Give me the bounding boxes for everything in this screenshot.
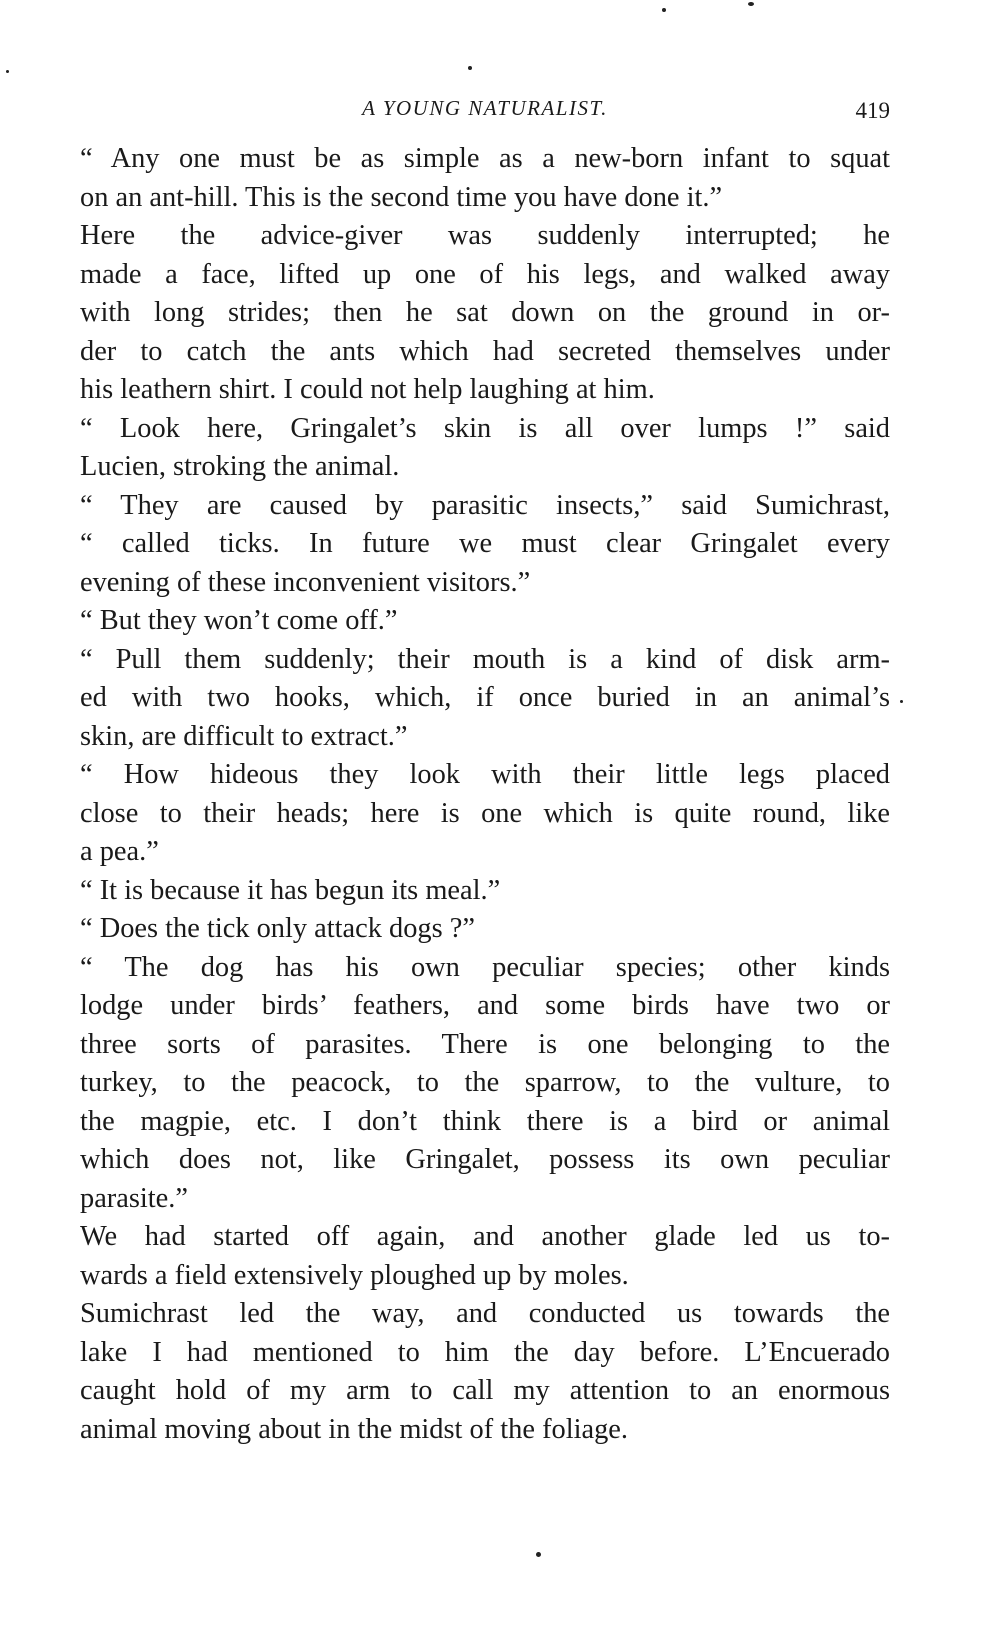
ink-speck bbox=[536, 1552, 541, 1557]
paragraph bbox=[80, 602, 890, 641]
paragraph bbox=[80, 1218, 890, 1295]
text-line: made a face, lifted up one of his legs, and walked away bbox=[80, 258, 890, 290]
text-line: close to their heads; here is one which is quite round, like bbox=[80, 797, 890, 829]
text-line: Lucien, stroking the animal. bbox=[80, 451, 400, 482]
text-line: Sumichrast led the way, and conducted us towards the bbox=[80, 1298, 890, 1329]
paragraph bbox=[80, 910, 890, 949]
text-line: on an ant-hill. This is the second time you have done it.” bbox=[80, 181, 723, 213]
paragraph bbox=[80, 641, 890, 757]
text-line: der to catch the ants which had secreted themselves under bbox=[80, 335, 890, 367]
text-line: “ They are caused by parasitic insects,” said Sumichrast, bbox=[80, 489, 890, 521]
ink-speck bbox=[468, 66, 472, 70]
ink-speck bbox=[748, 2, 754, 6]
text-line: ed with two hooks, which, if once buried in an animal’s bbox=[80, 682, 890, 713]
text-line: parasite.” bbox=[80, 1182, 188, 1214]
paragraph bbox=[80, 756, 890, 872]
paragraph bbox=[80, 487, 890, 603]
book-page bbox=[80, 96, 890, 1449]
text-line: “ How hideous they look with their little legs placed bbox=[80, 759, 890, 790]
text-line: lake I had mentioned to him the day before. L’Encuerado bbox=[80, 1336, 890, 1368]
paragraph bbox=[80, 140, 890, 217]
text-line: caught hold of my arm to call my attention to an enormous bbox=[80, 1375, 890, 1406]
running-title: A YOUNG NATURALIST. bbox=[362, 96, 608, 120]
paragraph bbox=[80, 872, 890, 911]
text-line: “ Look here, Gringalet’s skin is all over lumps !” said bbox=[80, 412, 890, 444]
text-line: turkey, to the peacock, to the sparrow, to the vulture, to bbox=[80, 1067, 890, 1098]
text-line: with long strides; then he sat down on the ground in or- bbox=[80, 297, 890, 328]
paragraph bbox=[80, 1295, 890, 1449]
text-line: “ called ticks. In future we must clear Gringalet every bbox=[80, 528, 890, 559]
page-header bbox=[80, 96, 890, 136]
text-line: three sorts of parasites. There is one belonging to the bbox=[80, 1028, 890, 1060]
text-line: “ Does the tick only attack dogs ?” bbox=[80, 913, 475, 944]
text-line: “ But they won’t come off.” bbox=[80, 605, 398, 636]
text-line: “ Pull them suddenly; their mouth is a kind of disk arm- bbox=[80, 643, 890, 675]
page-number: 419 bbox=[855, 98, 890, 123]
text-line: a pea.” bbox=[80, 836, 159, 867]
text-line: “ The dog has his own peculiar species; other kinds bbox=[80, 951, 890, 983]
text-line: the magpie, etc. I don’t think there is a bird or animal bbox=[80, 1105, 890, 1137]
text-line: “ It is because it has begun its meal.” bbox=[80, 874, 501, 906]
ink-speck bbox=[900, 700, 903, 703]
paragraph bbox=[80, 949, 890, 1219]
text-line: which does not, like Gringalet, possess its own peculiar bbox=[80, 1144, 890, 1175]
text-line: We had started off again, and another glade led us to- bbox=[80, 1221, 890, 1252]
text-line: his leathern shirt. I could not help laughing at him. bbox=[80, 374, 655, 405]
ink-speck bbox=[6, 70, 9, 73]
text-line: animal moving about in the midst of the foliage. bbox=[80, 1413, 628, 1445]
ink-speck bbox=[662, 8, 666, 12]
text-line: skin, are difficult to extract.” bbox=[80, 720, 408, 752]
text-line: wards a field extensively ploughed up by moles. bbox=[80, 1259, 629, 1291]
text-line: evening of these inconvenient visitors.” bbox=[80, 566, 531, 598]
text-line: lodge under birds’ feathers, and some birds have two or bbox=[80, 990, 890, 1021]
text-line: “ Any one must be as simple as a new-born infant to squat bbox=[80, 143, 890, 174]
paragraph bbox=[80, 410, 890, 487]
text-line: Here the advice-giver was suddenly interrupted; he bbox=[80, 220, 890, 251]
body-text bbox=[80, 140, 890, 1449]
paragraph bbox=[80, 217, 890, 410]
